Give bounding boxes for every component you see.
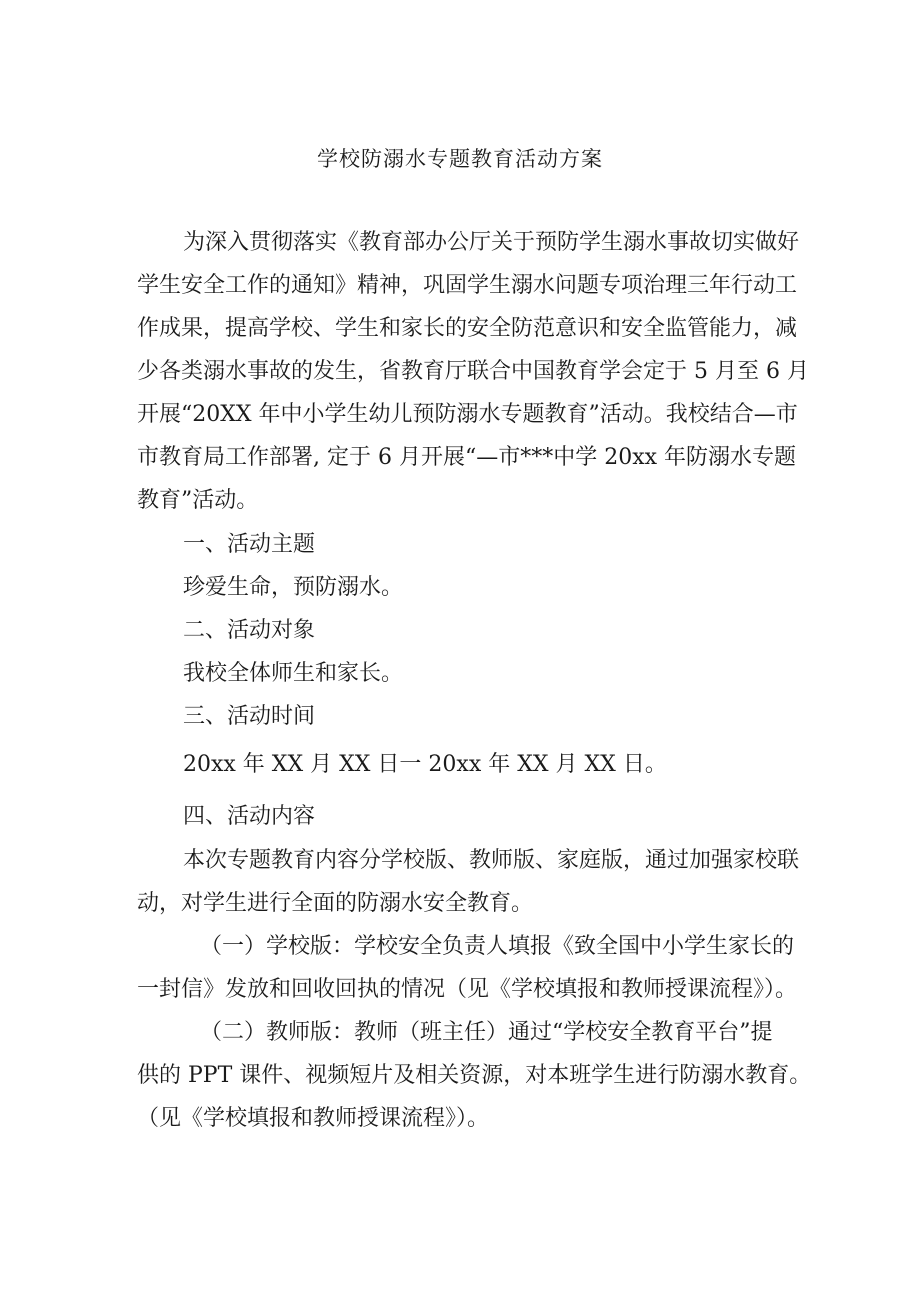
intro-line-1: 为深入贯彻落实《教育部办公厅关于预防学生溺水事故切实做好 — [183, 230, 800, 255]
item2-line-2: 供的 PPT 课件、视频短片及相关资源，对本班学生进行防溺水教育。 — [137, 1063, 812, 1088]
section3-heading: 三、活动时间 — [183, 704, 316, 729]
intro-line-5: 开展“20XX 年中小学生幼儿预防溺水专题教育”活动。我校结合—市 — [137, 402, 798, 427]
section4-intro-line-1: 本次专题教育内容分学校版、教师版、家庭版，通过加强家校联 — [183, 848, 800, 873]
section1-body: 珍爱生命，预防溺水。 — [183, 575, 404, 600]
section2-heading: 二、活动对象 — [183, 618, 316, 643]
section4-intro-line-2: 动，对学生进行全面的防溺水安全教育。 — [137, 891, 534, 916]
section4-heading: 四、活动内容 — [183, 804, 316, 829]
section1-heading: 一、活动主题 — [183, 532, 316, 557]
intro-line-6: 市教育局工作部署, 定于 6 月开展“—市***中学 20xx 年防溺水专题 — [137, 445, 797, 470]
item2-line-3: （见《学校填报和教师授课流程》）。 — [137, 1106, 490, 1131]
document-title: 学校防溺水专题教育活动方案 — [317, 147, 603, 171]
item2-line-1: （二）教师版：教师（班主任）通过“学校安全教育平台”提 — [200, 1020, 773, 1045]
item1-line-2: 一封信》发放和回收回执的情况（见《学校填报和教师授课流程》）。 — [137, 977, 798, 1002]
intro-line-7: 教育”活动。 — [137, 488, 259, 513]
item1-line-1: （一）学校版：学校安全负责人填报《致全国中小学生家长的 — [200, 934, 795, 959]
intro-line-2: 学生安全工作的通知》精神，巩固学生溺水问题专项治理三年行动工 — [137, 273, 798, 298]
intro-line-4: 少各类溺水事故的发生，省教育厅联合中国教育学会定于 5 月至 6 月 — [137, 359, 809, 384]
section2-body: 我校全体师生和家长。 — [183, 661, 404, 686]
intro-line-3: 作成果，提高学校、学生和家长的安全防范意识和安全监管能力，减 — [137, 316, 798, 341]
section3-body: 20xx 年 XX 月 XX 日一 20xx 年 XX 月 XX 日。 — [183, 752, 667, 777]
